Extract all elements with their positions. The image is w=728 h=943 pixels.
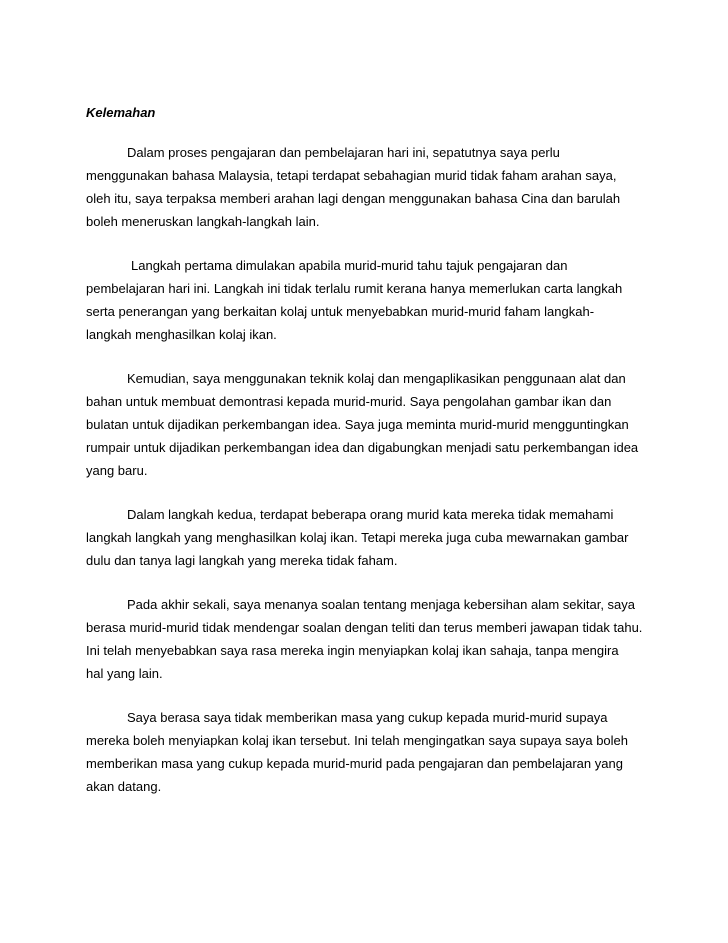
paragraph-4-line-3: dulu dan tanya lagi langkah yang mereka tidak faham. — [86, 553, 398, 568]
paragraph-1-line-2: menggunakan bahasa Malaysia, tetapi terdapat sebahagian murid tidak faham arahan saya, — [86, 168, 617, 183]
paragraph-2-line-1: Langkah pertama dimulakan apabila murid-murid tahu tajuk pengajaran dan — [131, 258, 568, 273]
paragraph-1-line-1: Dalam proses pengajaran dan pembelajaran hari ini, sepatutnya saya perlu — [127, 145, 560, 160]
paragraph-3-line-5: yang baru. — [86, 463, 148, 478]
paragraph-6-line-1: Saya berasa saya tidak memberikan masa yang cukup kepada murid-murid supaya — [127, 710, 608, 725]
section-heading: Kelemahan — [86, 105, 156, 120]
paragraph-5-line-2: berasa murid-murid tidak mendengar soalan dengan teliti dan terus memberi jawapan tidak tahu. — [86, 620, 643, 635]
paragraph-2-line-4: langkah menghasilkan kolaj ikan. — [86, 327, 277, 342]
paragraph-6-line-2: mereka boleh menyiapkan kolaj ikan tersebut. Ini telah mengingatkan saya supaya saya boleh — [86, 733, 629, 748]
paragraph-5-line-3: Ini telah menyebabkan saya rasa mereka ingin menyiapkan kolaj ikan sahaja, tanpa mengira — [86, 643, 619, 658]
paragraph-6-line-4: akan datang. — [86, 779, 162, 794]
paragraph-2-line-3: serta penerangan yang berkaitan kolaj untuk menyebabkan murid-murid faham langkah- — [86, 304, 595, 319]
paragraph-5-line-1: Pada akhir sekali, saya menanya soalan tentang menjaga kebersihan alam sekitar, saya — [127, 597, 636, 612]
paragraph-3-line-1: Kemudian, saya menggunakan teknik kolaj dan mengaplikasikan penggunaan alat dan — [127, 371, 626, 386]
paragraph-5-line-4: hal yang lain. — [86, 666, 163, 681]
paragraph-3-line-3: bulatan untuk dijadikan perkembangan idea. Saya juga meminta murid-murid mengguntingkan — [86, 417, 629, 432]
paragraph-4-line-1: Dalam langkah kedua, terdapat beberapa orang murid kata mereka tidak memahami — [127, 507, 614, 522]
paragraph-1-line-3: oleh itu, saya terpaksa memberi arahan lagi dengan menggunakan bahasa Cina dan barulah — [86, 191, 621, 206]
paragraph-6-line-3: memberikan masa yang cukup kepada murid-murid pada pengajaran dan pembelajaran yang — [86, 756, 623, 771]
paragraph-3-line-2: bahan untuk membuat demontrasi kepada murid-murid. Saya pengolahan gambar ikan dan — [86, 394, 612, 409]
paragraph-3-line-4: rumpair untuk dijadikan perkembangan idea dan digabungkan menjadi satu perkembangan idea — [86, 440, 639, 455]
paragraph-1-line-4: boleh meneruskan langkah-langkah lain. — [86, 214, 320, 229]
paragraph-4-line-2: langkah langkah yang menghasilkan kolaj ikan. Tetapi mereka juga cuba mewarnakan gambar — [86, 530, 629, 545]
paragraph-2-line-2: pembelajaran hari ini. Langkah ini tidak terlalu rumit kerana hanya memerlukan carta langkah — [86, 281, 623, 296]
